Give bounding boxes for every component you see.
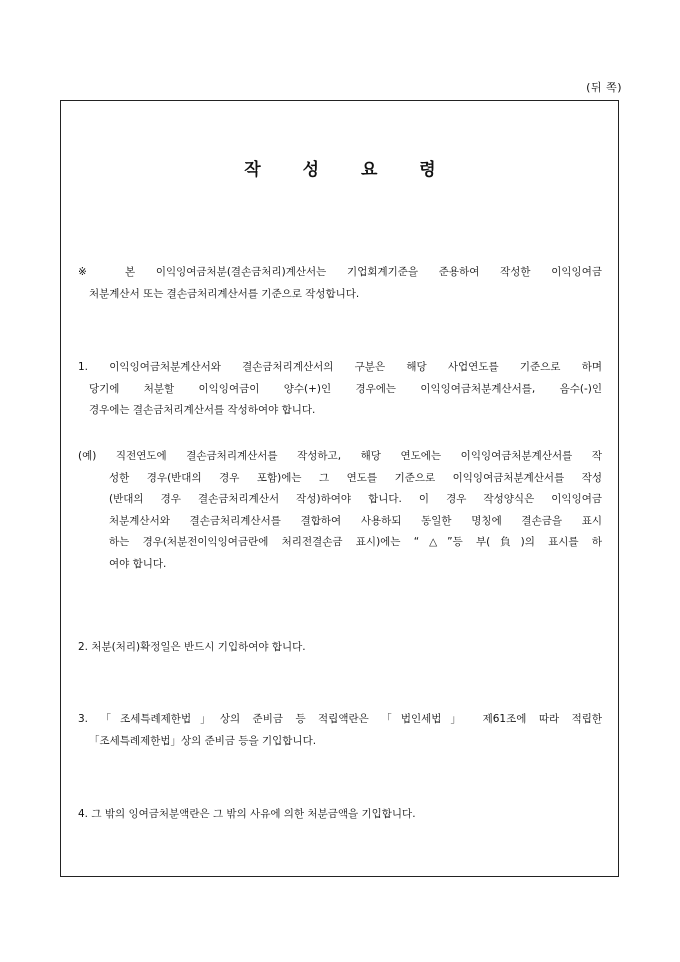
- item-4-line-1: 4. 그 밖의 잉여금처분액란은 그 밖의 사유에 의한 처분금액을 기입합니다.: [78, 808, 416, 820]
- item-3-paragraph: [78, 709, 602, 752]
- item-3-line-2: 「조세특례제한법」상의 준비금 등을 기입합니다.: [89, 734, 317, 747]
- item-2-paragraph: [78, 637, 602, 659]
- page-title: 작 성 요 령: [244, 160, 454, 180]
- note-line-1: ※ 본 이익잉여금처분(결손금처리)계산서는 기업회계기준을 준용하여 작성한 이익잉여금: [78, 266, 602, 278]
- item-2-line-1: 2. 처분(처리)확정일은 반드시 기입하여야 합니다.: [78, 641, 306, 653]
- example-paragraph: [78, 446, 602, 575]
- item-1-line-2: 당기에 처분할 이익잉여금이 양수(+)인 경우에는 이익잉여금처분계산서를, 음수(-)인: [89, 382, 602, 395]
- note-paragraph: [78, 262, 602, 305]
- example-line-3: (반대의 경우 결손금처리계산서 작성)하여야 합니다. 이 경우 작성양식은 이익잉여금: [109, 493, 602, 505]
- note-line-2: 처분계산서 또는 결손금처리계산서를 기준으로 작성합니다.: [89, 287, 360, 300]
- example-line-2: 성한 경우(반대의 경우 포함)에는 그 연도를 기준으로 이익잉여금처분계산서를 작성: [109, 471, 602, 484]
- page-side-label: (뒤 쪽): [586, 81, 622, 94]
- example-line-1: (예) 직전연도에 결손금처리계산서를 작성하고, 해당 연도에는 이익잉여금처분계산서를 작: [78, 450, 602, 462]
- example-line-6: 여야 합니다.: [109, 557, 167, 570]
- example-line-5: 하는 경우(처분전이익잉여금란에 처리전결손금 표시)에는 “△”등 부(負)의 표시를 하: [109, 536, 602, 548]
- item-4-paragraph: [78, 804, 602, 826]
- item-1-line-1: 1. 이익잉여금처분계산서와 결손금처리계산서의 구분은 해당 사업연도를 기준으로 하며: [78, 361, 602, 373]
- item-1-paragraph: [78, 357, 602, 422]
- item-1-line-3: 경우에는 결손금처리계산서를 작성하여야 합니다.: [89, 404, 316, 416]
- example-line-4: 처분계산서와 결손금처리계산서를 결합하여 사용하되 동일한 명칭에 결손금을 표시: [109, 514, 602, 527]
- item-3-line-1: 3. 「조세특례제한법」상의 준비금 등 적립액란은 「법인세법」 제61조에 따라 적립한: [78, 713, 602, 725]
